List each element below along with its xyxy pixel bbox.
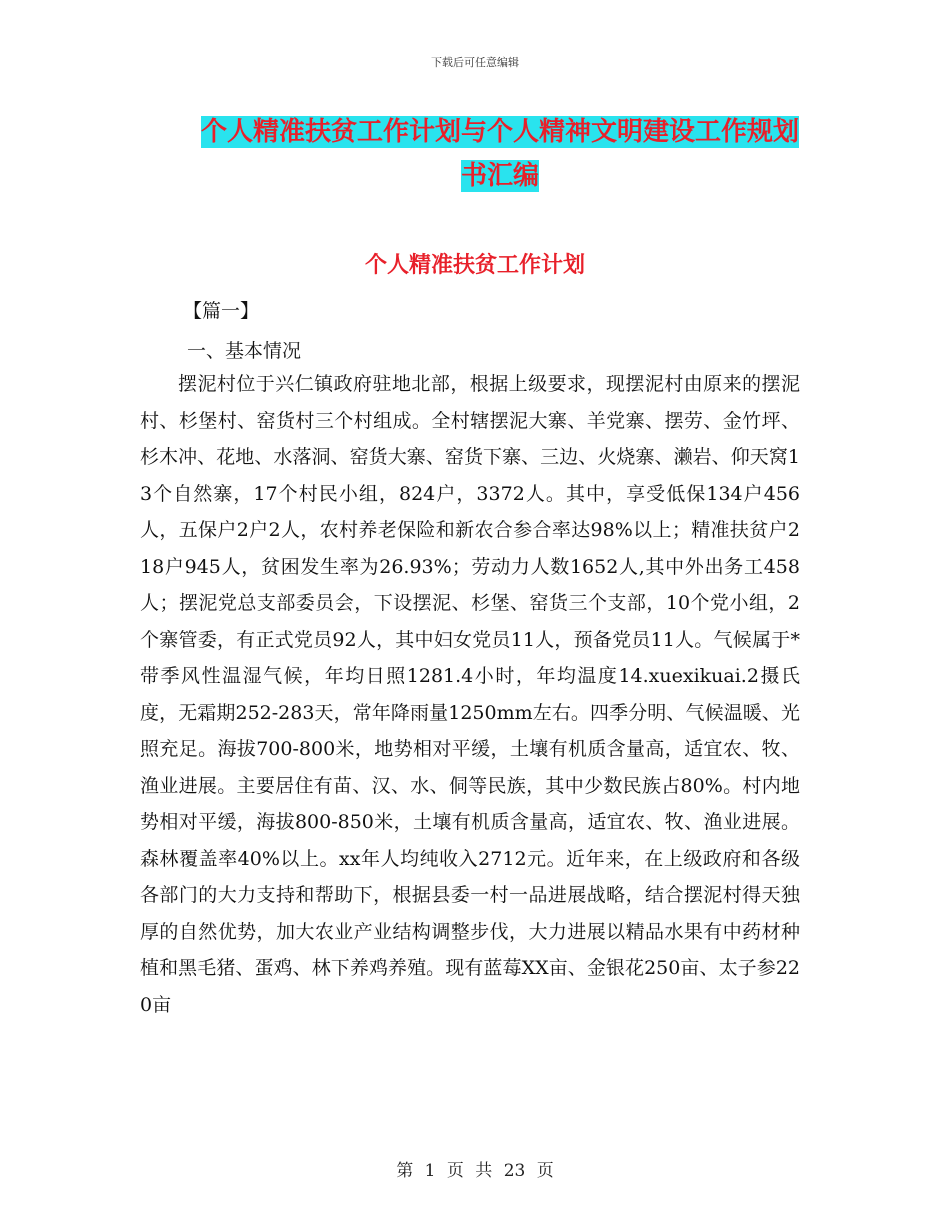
part-label: 【篇一】 (183, 300, 260, 322)
body-paragraph: 摆泥村位于兴仁镇政府驻地北部，根据上级要求，现摆泥村由原来的摆泥村、杉堡村、窑货村三个村组成。全村辖摆泥大寨、羊党寨、摆劳、金竹坪、杉木冲、花地、水落洞、窑货大寨、窑货下寨、三边、火烧寨、濑岩、仰天窝13个自然寨，17个村民小组，824户，3372人。其中，享受低保134户456人，五保户2户2人，农村养老保险和新农合参合率达98%以上；精准扶贫户218户945人，贫困发生率为26.93%；劳动力人数1652人,其中外出务工458人；摆泥党总支部委员会，下设摆泥、杉堡、窑货三个支部，10个党小组，2个寨管委，有正式党员92人，其中妇女党员11人，预备党员11人。气候属于*带季风性温湿气候，年均日照1281.4小时，年均温度14.xuexikuai.2摄氏度，无霜期252-283天，常年降雨量1250mm左右。四季分明、气候温暖、光照充足。海拔700-800米，地势相对平缓，土壤有机质含量高，适宜农、牧、渔业进展。主要居住有苗、汉、水、侗等民族，其中少数民族占80%。村内地势相对平缓，海拔800-850米，土壤有机质含量高，适宜农、牧、渔业进展。森林覆盖率40%以上。xx年人均纯收入2712元。近年来，在上级政府和各级各部门的大力支持和帮助下，根据县委一村一品进展战略，结合摆泥村得天独厚的自然优势，加大农业产业结构调整步伐，大力进展以精品水果有中药材种植和黑毛猪、蛋鸡、林下养鸡养殖。现有蓝莓XX亩、金银花250亩、太子参220亩 (140, 373, 800, 1016)
document-title (140, 110, 860, 198)
document-title-line-1: 个人精准扶贫工作计划与个人精神文明建设工作规划 (200, 117, 799, 147)
page-header-note: 下载后可任意编辑 (431, 56, 519, 69)
document-title-line-2: 书汇编 (460, 161, 539, 191)
section-title: 个人精准扶贫工作计划 (364, 253, 585, 278)
subsection-heading: 一、基本情况 (187, 340, 302, 362)
page-footer: 第 1 页 共 23 页 (396, 1161, 554, 1181)
